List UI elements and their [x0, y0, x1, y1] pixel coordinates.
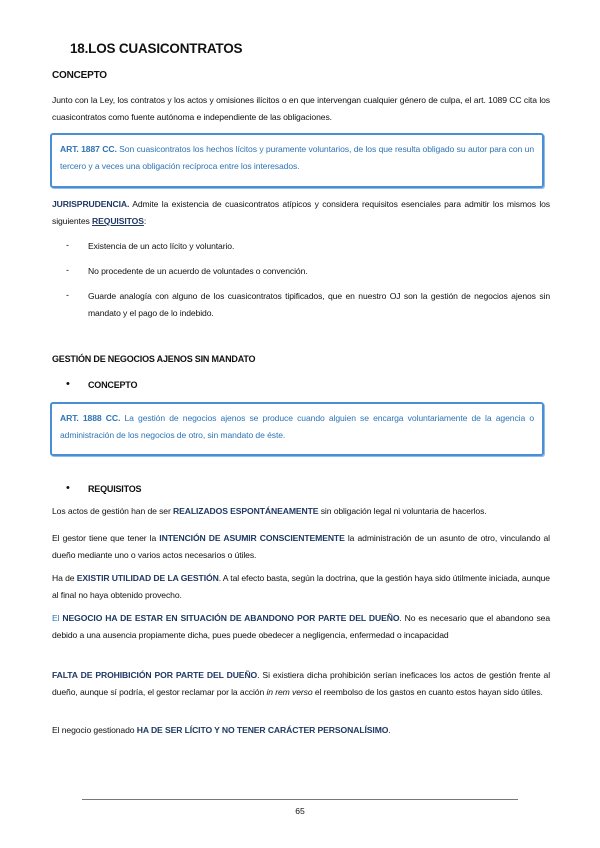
bullet-icon: •	[66, 378, 70, 390]
requirement-item: Guarde analogía con alguno de los cuasicontratos tipificados, que en nuestro OJ son la gestión de negocios ajenos sin mandato y el pago de lo indebido.	[88, 291, 550, 318]
emphasis: REALIZADOS ESPONTÁNEAMENTE	[173, 506, 319, 516]
emphasis: HA DE SER LÍCITO Y NO TENER CARÁCTER PERSONALÍSIMO	[136, 725, 389, 735]
colon: :	[143, 216, 147, 226]
bullet-icon: •	[66, 482, 70, 494]
article-1888-box	[50, 402, 544, 456]
article-1887-text: Son cuasicontratos los hechos lícitos y puramente voluntarios, de los que resulta obligado su autor para con un tercero y a veces una obligación recíproca entre los interesados.	[60, 144, 534, 171]
article-1887-box	[50, 133, 544, 188]
text: El negocio gestionado	[52, 725, 137, 735]
requirement-item: No procedente de un acuerdo de voluntades o convención.	[88, 266, 308, 276]
emphasis: EXISTIR UTILIDAD DE LA GESTIÓN	[76, 573, 219, 583]
page-number: 65	[295, 806, 305, 816]
requisito-paragraph-4	[52, 610, 550, 644]
requisitos-link: REQUISITOS	[92, 216, 144, 226]
requisito-paragraph-5	[52, 667, 550, 701]
text: . A tal efecto basta, según la doctrina, que la gestión haya sido útilmente iniciada, aunque al final no haya obtenido provecho.	[52, 573, 550, 600]
page-title: 18.LOS CUASICONTRATOS	[70, 41, 243, 56]
footer-divider	[82, 799, 518, 800]
text: .	[388, 725, 391, 735]
article-1887-label: ART. 1887 CC.	[60, 144, 117, 154]
text: el reembolso de los gastos en cuanto estos hayan sido útiles.	[312, 687, 543, 697]
text: Ha de	[52, 573, 77, 583]
text: la administración de un asunto de otro, vinculando al dueño mediante uno o varios actos necesarios o útiles.	[52, 533, 550, 560]
sub-requisitos-heading: REQUISITOS	[88, 484, 142, 494]
text: sin obligación legal ni voluntaria de hacerlos.	[318, 506, 487, 516]
latin-term: in rem verso	[266, 687, 313, 697]
text: . No es necesario que el abandono sea debido a una ausencia propiamente dicha, pues puede obedecer a negligencia, enfermedad o incapacidad	[52, 613, 550, 640]
text: El	[52, 613, 63, 623]
text: El gestor tiene que tener la	[52, 533, 160, 543]
emphasis: INTENCIÓN DE ASUMIR CONSCIENTEMENTE	[159, 533, 345, 543]
requisito-paragraph-3	[52, 570, 550, 604]
article-1888-label: ART. 1888 CC.	[60, 413, 121, 423]
concepto-heading: CONCEPTO	[52, 70, 107, 81]
text: . Si existiera dicha prohibición serían ineficaces los actos de gestión frente al dueño, aunque sí podría, el gestor reclamar por la acción	[52, 670, 551, 697]
text: Los actos de gestión han de ser	[52, 506, 174, 516]
article-1888-text: La gestión de negocios ajenos se produce cuando alguien se encarga voluntariamente de la agencia o administración de los negocios de otro, sin mandato de éste.	[60, 413, 534, 440]
dash-marker: -	[66, 240, 69, 250]
dash-marker: -	[66, 265, 69, 275]
gestion-heading: GESTIÓN DE NEGOCIOS AJENOS SIN MANDATO	[52, 354, 256, 364]
jurisprudencia-paragraph	[52, 196, 550, 230]
requisito-paragraph-2	[52, 530, 550, 564]
requisito-paragraph-1	[52, 506, 550, 516]
dash-marker: -	[66, 290, 69, 300]
sub-concepto-heading: CONCEPTO	[88, 380, 138, 390]
jurisprudencia-text: Admite la existencia de cuasicontratos atípicos y considera requisitos esenciales para admitir los mismos los siguientes	[52, 199, 550, 226]
requisito-paragraph-6	[52, 725, 550, 735]
jurisprudencia-label: JURISPRUDENCIA.	[52, 199, 130, 209]
emphasis: NEGOCIO HA DE ESTAR EN SITUACIÓN DE ABANDONO POR PARTE DEL DUEÑO	[62, 613, 400, 623]
intro-paragraph: Junto con la Ley, los contratos y los actos y omisiones ilícitos o en que intervengan cualquier género de culpa, el art. 1089 CC cita los cuasicontratos como fuente autónoma e independiente de las obligaciones.	[52, 95, 550, 122]
requirement-item: Existencia de un acto lícito y voluntario.	[88, 241, 235, 251]
emphasis: FALTA DE PROHIBICIÓN POR PARTE DEL DUEÑO	[52, 670, 258, 680]
